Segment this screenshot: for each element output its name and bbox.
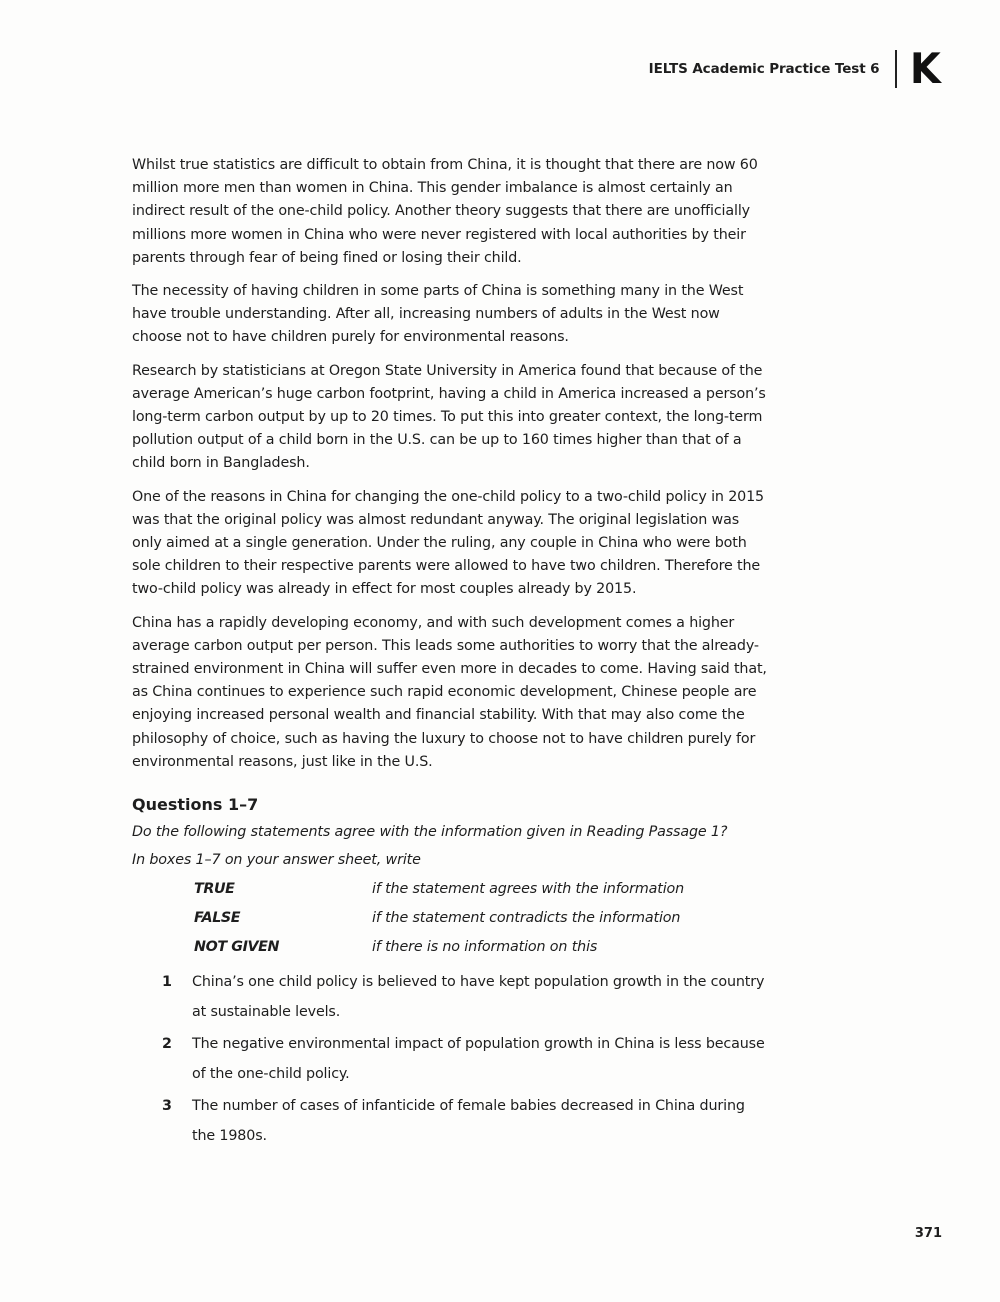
answer-key-description: if the statement agrees with the information <box>372 880 685 897</box>
running-header-title: IELTS Academic Practice Test 6 <box>648 61 880 77</box>
answer-key-row <box>194 874 772 903</box>
answer-key-term: FALSE <box>194 909 241 926</box>
question-number: 3 <box>162 1098 172 1115</box>
question-item <box>132 1029 772 1089</box>
publisher-logo: K <box>910 44 942 93</box>
passage-paragraph-1: Whilst true statistics are difficult to obtain from China, it is thought that there are now 60 million more men than women in China. This gender imbalance is almost certainly an indirect result of the one-child policy. Another theory suggests that there are unofficially millions more women in China who were never registered with local authorities by their parents through fear of being fined or losing their child. <box>132 157 758 266</box>
page-number: 371 <box>914 1226 942 1241</box>
instruction-line-1: Do the following statements agree with the information given in Reading Passage 1? <box>132 824 728 841</box>
passage-paragraph-5: China has a rapidly developing economy, and with such development comes a higher average carbon output per person. This leads some authorities to worry that the already-strained environment in China will suffer even more in decades to come. Having said that, as China continues to experience such rapid economic development, Chinese people are enjoying increased personal wealth and financial stability. With that may also come the philosophy of choice, such as having the luxury to choose not to have children purely for environmental reasons, just like in the U.S. <box>132 614 767 770</box>
header-divider <box>895 50 897 88</box>
answer-key-description: if the statement contradicts the information <box>372 909 681 926</box>
passage-paragraph-3: Research by statisticians at Oregon State University in America found that because of the average American’s huge carbon footprint, having a child in America increased a person’s long-term carbon output by up to 20 times. To put this into greater context, the long-term pollution output of a child born in the U.S. can be up to 160 times higher than that of a child born in Bangladesh. <box>132 362 766 472</box>
question-text: China’s one child policy is believed to have kept population growth in the country at sustainable levels. <box>192 974 765 1021</box>
page-content <box>132 154 772 1153</box>
question-text: The number of cases of infanticide of female babies decreased in China during the 1980s. <box>192 1098 745 1145</box>
passage-paragraph-4: One of the reasons in China for changing the one-child policy to a two-child policy in 2015 was that the original policy was almost redundant anyway. The original legislation was only aimed at a single generation. Under the ruling, any couple in China who were both sole children to their respective parents were allowed to have two children. Therefore the two-child policy was already in effect for most couples already by 2015. <box>132 488 764 598</box>
question-list <box>132 967 772 1151</box>
answer-key-term: TRUE <box>194 880 235 897</box>
answer-key-row <box>194 932 772 961</box>
answer-key-table <box>194 874 772 961</box>
question-text: The negative environmental impact of population growth in China is less because of the one-child policy. <box>192 1036 765 1083</box>
answer-key-description: if there is no information on this <box>372 938 598 955</box>
answer-key-term: NOT GIVEN <box>194 938 280 955</box>
question-item <box>132 1091 772 1151</box>
question-number: 1 <box>162 974 172 991</box>
running-header <box>648 44 942 93</box>
question-item <box>132 967 772 1027</box>
passage-paragraph-2: The necessity of having children in some parts of China is something many in the West have trouble understanding. After all, increasing numbers of adults in the West now choose not to have children purely for environmental reasons. <box>132 283 744 346</box>
question-number: 2 <box>162 1036 172 1053</box>
questions-heading: Questions 1–7 <box>132 795 259 815</box>
instruction-line-2: In boxes 1–7 on your answer sheet, write <box>132 852 421 869</box>
answer-key-row <box>194 903 772 932</box>
